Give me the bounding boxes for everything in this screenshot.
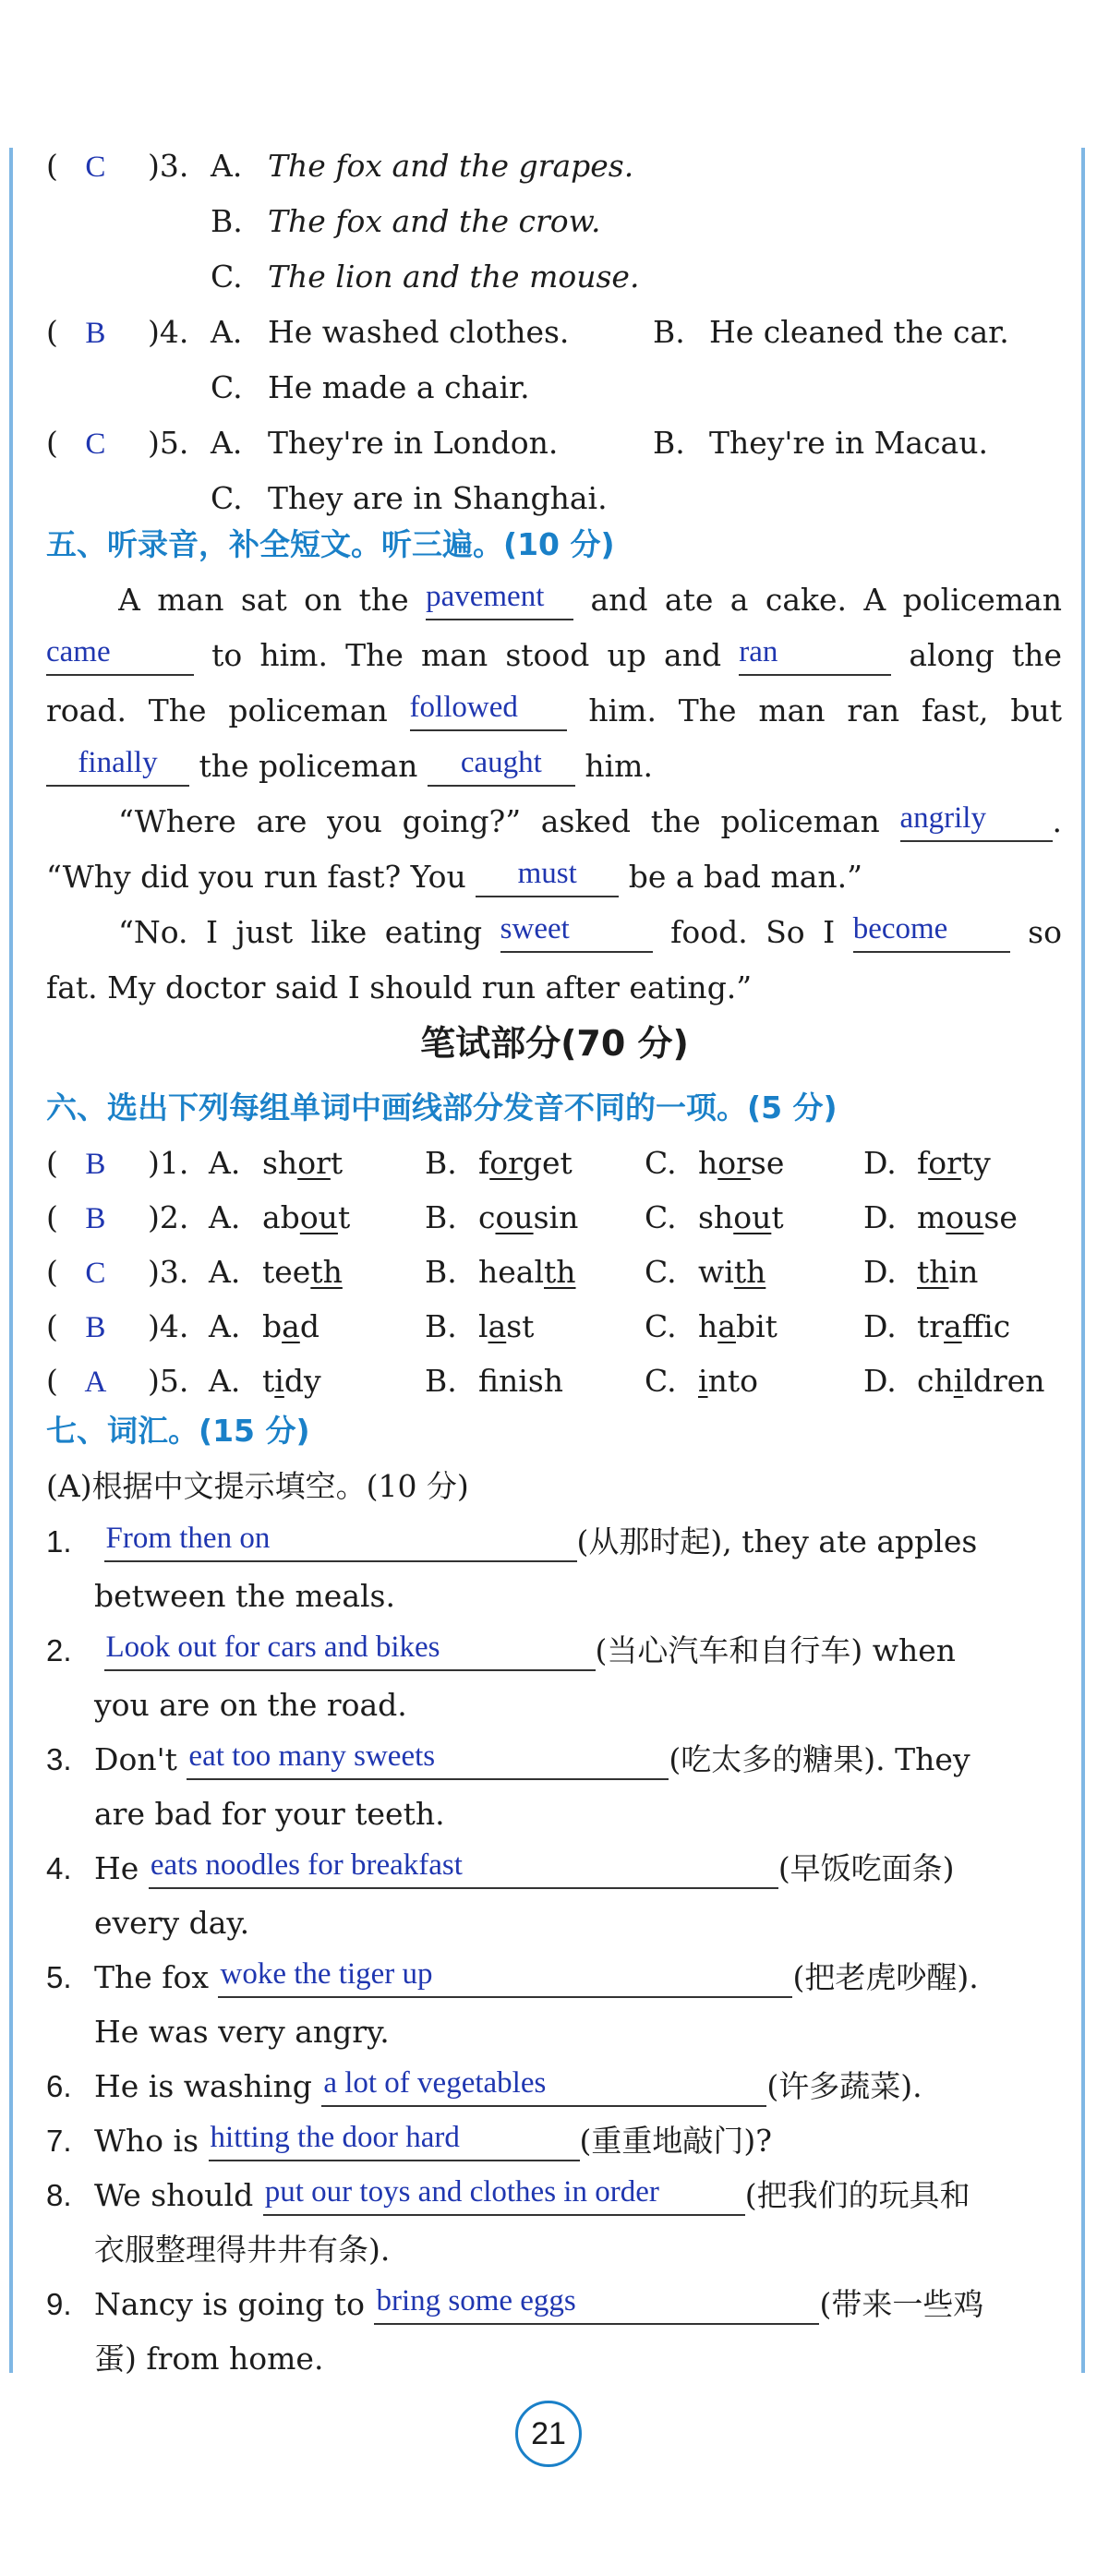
option-word: forget [478, 1145, 573, 1181]
item-prefix: He is washing [94, 2068, 312, 2104]
passage-blank: sweet [500, 909, 653, 953]
passage-blank: came [46, 632, 194, 676]
option-word: last [478, 1308, 535, 1344]
vocab-answer-blank: woke the tiger up [218, 1954, 792, 1998]
listening-item-3: ( C )3. A. The fox and the grapes. [46, 138, 1062, 194]
option-label: B. [425, 1308, 457, 1344]
item-prefix: Nancy is going to [94, 2286, 365, 2322]
item-suffix: (当心汽车和自行车) when [595, 1632, 957, 1668]
passage-blank: ran [739, 632, 891, 676]
option-label: D. [863, 1145, 897, 1181]
option-word: habit [698, 1308, 778, 1344]
item-suffix: (把我们的玩具和 [744, 2177, 970, 2213]
item-number: 3. [46, 1742, 72, 1776]
option-text: He washed clothes. [268, 314, 570, 350]
vocab-item-continuation: you are on the road. [94, 1687, 407, 1723]
option-label: D. [863, 1254, 897, 1290]
option-word: fnish [478, 1363, 564, 1399]
vocab-answer-blank: hitting the door hard [209, 2117, 580, 2161]
vocab-item [46, 1950, 1062, 2005]
item-number: )3. [148, 148, 189, 184]
item-suffix: (把老虎吵醒). [792, 1959, 979, 1995]
answer-letter: C [85, 427, 106, 461]
vocab-item [46, 1623, 1062, 1679]
option-label: A. [209, 1363, 241, 1399]
option-label: C. [645, 1363, 677, 1399]
option-label: D. [863, 1199, 897, 1235]
option-text: They're in Macau. [709, 425, 988, 461]
option-word: health [478, 1254, 576, 1290]
option-word: children [917, 1363, 1045, 1399]
option-label: B. [425, 1254, 457, 1290]
passage-line-3: road. The policeman followed him. The man ran fast, but [46, 683, 1062, 739]
option-word: horse [698, 1145, 785, 1181]
option-word: shout [698, 1199, 784, 1235]
vocab-answer-blank: From then on [104, 1518, 577, 1562]
item-number: )2. [148, 1199, 189, 1235]
section-6-heading: 六、选出下列每组单词中画线部分发音不同的一项。(5 分) [46, 1089, 838, 1125]
item-number: )3. [148, 1254, 189, 1290]
option-text: The fox and the crow. [268, 203, 601, 239]
passage-blank: caught [428, 742, 575, 787]
item-number: 6. [46, 2069, 72, 2103]
option-text: He made a chair. [268, 369, 530, 405]
option-label: A. [209, 1308, 241, 1344]
item-prefix: He [94, 1850, 139, 1886]
passage-line-4: finally the policeman caught him. [46, 739, 1062, 794]
option-label: B. [653, 425, 685, 461]
written-part-title: 笔试部分(70 分) [420, 1023, 689, 1064]
vocab-item-continuation: 蛋) from home. [94, 2341, 324, 2377]
option-label: C. [211, 369, 243, 405]
passage-blank: finally [46, 742, 189, 787]
answer-letter: B [85, 317, 106, 350]
vocab-item [46, 1732, 1062, 1788]
item-number: 2. [46, 1633, 72, 1667]
vocab-answer-blank: eat too many sweets [187, 1736, 669, 1780]
listening-item-4-option-c [46, 360, 1062, 415]
option-text: They are in Shanghai. [268, 480, 608, 516]
option-word: teeth [262, 1254, 343, 1290]
option-label: B. [425, 1145, 457, 1181]
item-prefix: Who is [94, 2123, 199, 2159]
item-suffix: (重重地敲门)? [579, 2123, 772, 2159]
phonics-row: ( B )1. A. short B. forget C. horse D. forty [46, 1136, 1062, 1191]
option-word: about [262, 1199, 351, 1235]
item-suffix: (早饭吃面条) [778, 1850, 955, 1886]
passage-line-8: fat. My doctor said I should run after eating.” [46, 969, 753, 1005]
item-suffix: (从那时起), they ate apples [576, 1523, 978, 1559]
vocab-item [46, 1841, 1062, 1896]
option-text: The lion and the mouse. [268, 259, 640, 295]
option-word: bad [262, 1308, 319, 1344]
passage-line-2: came to him. The man stood up and ran along the [46, 628, 1062, 683]
option-label: A. [209, 1145, 241, 1181]
answer-letter: B [85, 1148, 106, 1181]
item-number: )1. [148, 1145, 189, 1181]
item-suffix: (许多蔬菜). [766, 2068, 922, 2104]
vocab-item [46, 2059, 1062, 2114]
vocab-item [46, 2168, 1062, 2223]
option-label: A. [211, 425, 243, 461]
option-word: into [698, 1363, 758, 1399]
phonics-row: ( C )3. A. teeth B. health C. with D. thin [46, 1245, 1062, 1300]
item-number: 8. [46, 2178, 72, 2212]
left-border-line [9, 148, 13, 2373]
phonics-row: ( A )5. A. tidy B. fnish C. into D. children [46, 1354, 1062, 1409]
phonics-row: ( B )4. A. bad B. last C. habit D. traffic [46, 1299, 1062, 1354]
page-number: 21 [515, 2401, 582, 2467]
option-word: traffic [917, 1308, 1011, 1344]
listening-item-3-option-c [46, 249, 1062, 305]
option-word: tidy [262, 1363, 321, 1399]
vocab-item [46, 2113, 1062, 2169]
option-label: B. [425, 1363, 457, 1399]
item-suffix: (吃太多的糖果). They [669, 1741, 970, 1777]
passage-blank: must [476, 853, 619, 897]
passage-blank: followed [410, 687, 567, 731]
vocab-item-continuation: He was very angry. [94, 2014, 390, 2050]
passage-line-1: A man sat on the pavement and ate a cake. A policeman [118, 572, 1062, 628]
passage-line-7: “No. I just like eating sweet food. So I become so [118, 905, 1062, 960]
item-number: 1. [46, 1524, 72, 1559]
listening-item-5: ( C )5. A. They're in London. B. They're in Macau. [46, 415, 1062, 471]
answer-letter: B [85, 1311, 106, 1344]
item-prefix: Don't [94, 1741, 177, 1777]
option-label: A. [209, 1199, 241, 1235]
option-label: C. [645, 1254, 677, 1290]
option-label: B. [425, 1199, 457, 1235]
option-label: B. [211, 203, 243, 239]
answer-letter: C [85, 1257, 106, 1290]
item-suffix: (带来一些鸡 [819, 2286, 984, 2322]
passage-blank: angrily [900, 798, 1053, 842]
vocab-answer-blank: a lot of vegetables [321, 2063, 766, 2107]
vocab-item-continuation: every day. [94, 1905, 250, 1941]
vocab-answer-blank: put our toys and clothes in order [263, 2172, 745, 2216]
vocab-item-continuation: are bad for your teeth. [94, 1796, 445, 1832]
vocab-item-continuation: 衣服整理得井井有条). [94, 2232, 391, 2268]
item-number: 4. [46, 1851, 72, 1885]
listening-item-3-option-b [46, 194, 1062, 249]
vocab-item-continuation: between the meals. [94, 1578, 395, 1614]
option-word: mouse [917, 1199, 1018, 1235]
passage-blank: become [853, 909, 1010, 953]
option-word: forty [917, 1145, 991, 1181]
passage-line-5: “Where are you going?” asked the policeman angrily . [118, 794, 1062, 849]
item-number: 9. [46, 2287, 72, 2321]
item-number: )5. [148, 425, 189, 461]
section-7-heading: 七、词汇。(15 分) [46, 1413, 310, 1449]
option-label: A. [211, 314, 243, 350]
option-label: C. [211, 259, 243, 295]
item-number: 5. [46, 1960, 72, 1994]
option-label: A. [209, 1254, 241, 1290]
option-text: The fox and the grapes. [268, 148, 634, 184]
vocab-item [46, 1514, 1062, 1570]
option-label: C. [645, 1308, 677, 1344]
item-number: )5. [148, 1363, 189, 1399]
section-5-heading: 五、听录音，补全短文。听三遍。(10 分) [46, 526, 615, 562]
option-label: A. [211, 148, 243, 184]
item-prefix: The fox [94, 1959, 209, 1995]
option-label: D. [863, 1363, 897, 1399]
option-word: cousin [478, 1199, 579, 1235]
option-label: C. [211, 480, 243, 516]
phonics-row: ( B )2. A. about B. cousin C. shout D. mouse [46, 1190, 1062, 1246]
passage-blank: pavement [426, 576, 573, 620]
option-label: C. [645, 1145, 677, 1181]
option-label: B. [653, 314, 685, 350]
listening-item-4: ( B )4. A. He washed clothes. B. He cleaned the car. [46, 305, 1062, 360]
vocab-answer-blank: Look out for cars and bikes [104, 1627, 596, 1671]
answer-letter: C [85, 150, 106, 184]
answer-letter: B [85, 1202, 106, 1235]
section-7-subheading: (A)根据中文提示填空。(10 分) [46, 1468, 469, 1504]
option-label: D. [863, 1308, 897, 1344]
option-word: thin [917, 1254, 979, 1290]
vocab-answer-blank: eats noodles for breakfast [149, 1845, 778, 1889]
option-text: They're in London. [268, 425, 559, 461]
item-prefix: We should [94, 2177, 254, 2213]
passage-line-6: “Why did you run fast? You must be a bad man.” [46, 849, 1062, 905]
item-number: )4. [148, 314, 189, 350]
item-number: 7. [46, 2124, 72, 2158]
vocab-item [46, 2277, 1062, 2332]
option-text: He cleaned the car. [709, 314, 1009, 350]
option-label: C. [645, 1199, 677, 1235]
option-word: short [262, 1145, 344, 1181]
answer-letter: A [84, 1366, 107, 1399]
vocab-answer-blank: bring some eggs [374, 2281, 819, 2325]
item-number: )4. [148, 1308, 189, 1344]
option-word: with [698, 1254, 766, 1290]
